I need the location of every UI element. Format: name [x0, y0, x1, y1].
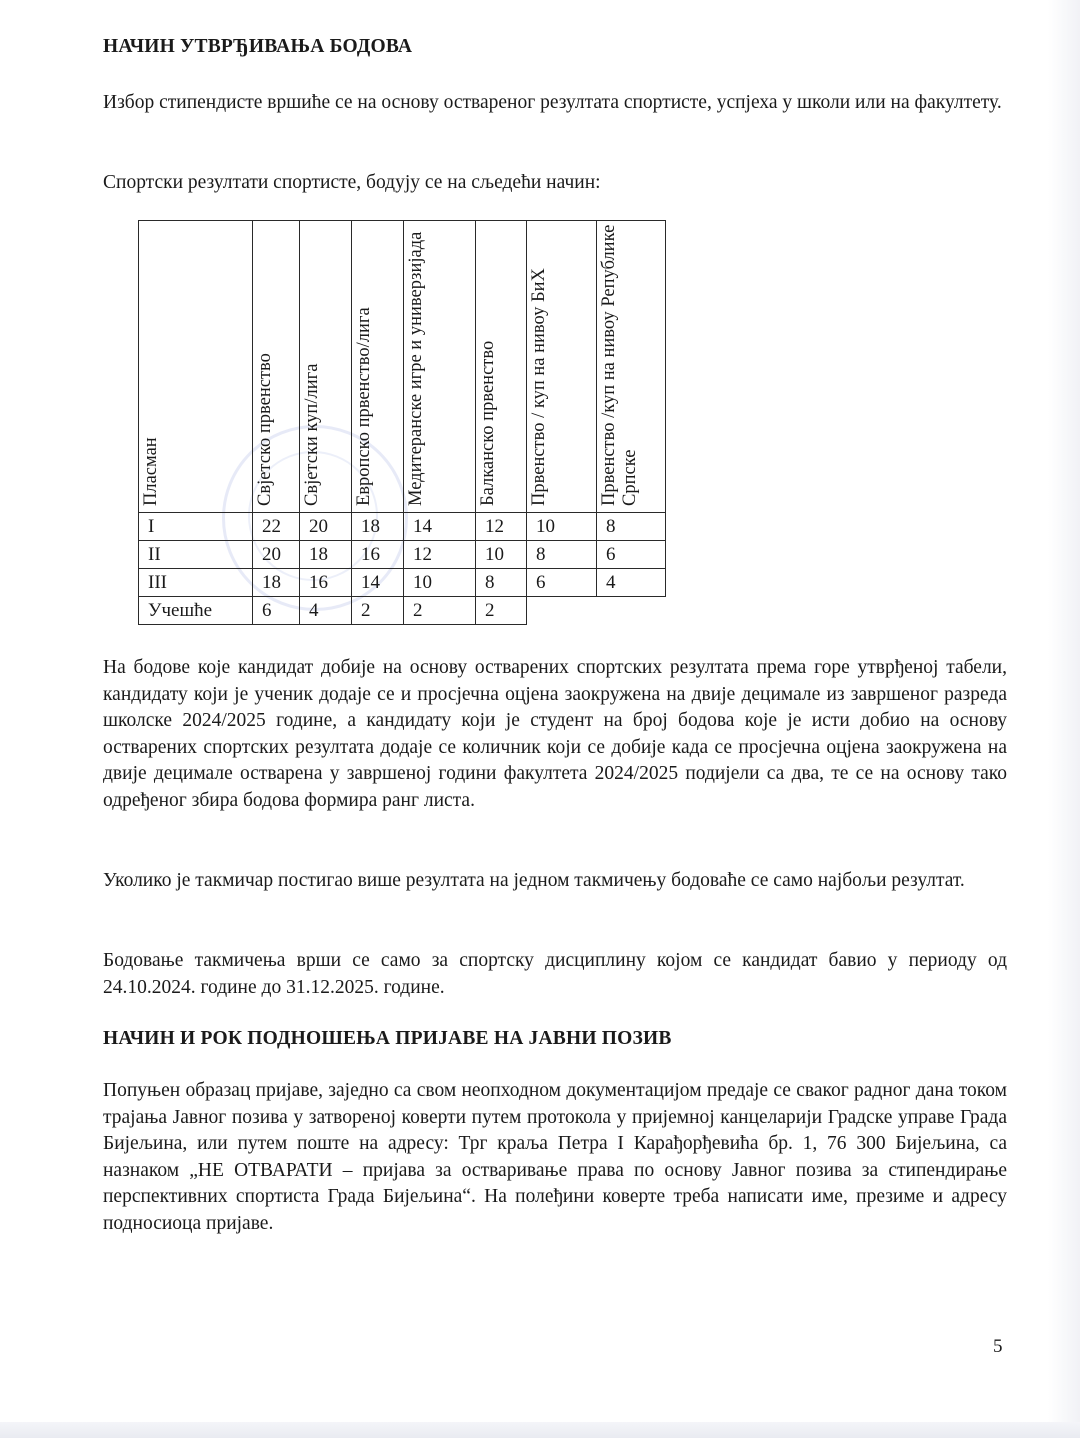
- table-cell: III: [139, 569, 253, 597]
- table-cell: 10: [476, 541, 527, 569]
- table-cell: 2: [352, 597, 404, 625]
- table-cell: 14: [352, 569, 404, 597]
- table-cell: II: [139, 541, 253, 569]
- table-row: [139, 541, 666, 569]
- paragraph-points: На бодове које кандидат добије на основу остварених спортских резултата према горе утврђеној табели, кандидату који је ученик додаје се и просјечна оцјена заокружена на двије децимале из завршеног разреда школске 2024/2025 године, а кандидату који је студент на број бодова које је исти добио на основу остварених спортских резултата додаје се количник који се добије када се просјечна оцјена заокружена на двије децимале остварена у завршеној години факултета 2024/2025 подијели са два, те се на основу тако одређеног збира бодова формира ранг листа.: [103, 657, 1007, 811]
- table-cell: 4: [300, 597, 352, 625]
- table-cell: 20: [300, 513, 352, 541]
- points-table: [138, 220, 666, 625]
- scan-bottom-band: [0, 1422, 1080, 1438]
- table-cell-empty: [527, 597, 597, 625]
- column-header: Првенство /куп на нивоу Републике Српске: [597, 221, 666, 513]
- table-cell: 4: [597, 569, 666, 597]
- table-intro: Спортски резултати спортисте, бодују се на сљедећи начин:: [103, 172, 601, 193]
- table-cell: 10: [527, 513, 597, 541]
- paragraph-submission: Попуњен образац пријаве, заједно са свом неопходном документацијом предаје се сваког радног дана током трајања Јавног позива у затвореној коверти путем протокола у пријемној канцеларији Градске управе Града Бијељина, или путем поште на адресу: Трг краља Петра I Карађорђевића бр. 1, 76 300 Бијељина, са назнаком „НЕ ОТВАРАТИ – пријава за остваривање права по основу Јавног позива за стипендирање перспективних спортиста Града Бијељина“. На полеђини коверте треба написати име, презиме и адресу подносиоца пријаве.: [103, 1080, 1007, 1234]
- table-cell: 6: [253, 597, 300, 625]
- column-header: Европско првенство/лига: [352, 221, 404, 513]
- table-cell: 10: [404, 569, 476, 597]
- table-cell: 20: [253, 541, 300, 569]
- paragraph-best-result: Уколико је такмичар постигао више резултата на једном такмичењу бодоваће се само најбољи резултат.: [103, 870, 965, 891]
- table-cell: 18: [300, 541, 352, 569]
- table-cell: 8: [527, 541, 597, 569]
- table-cell: I: [139, 513, 253, 541]
- table-cell: 16: [300, 569, 352, 597]
- table-cell: 18: [352, 513, 404, 541]
- table-cell: 14: [404, 513, 476, 541]
- table-header-row: [139, 221, 666, 513]
- table-cell: 18: [253, 569, 300, 597]
- page-number: 5: [993, 1336, 1003, 1357]
- column-header: Свјетско првенство: [253, 221, 300, 513]
- table-cell: 12: [476, 513, 527, 541]
- table-cell: 6: [597, 541, 666, 569]
- paragraph-period: Бодовање такмичења врши се само за спортску дисциплину којом се кандидат бавио у периоду од 24.10.2024. године до 31.12.2025. године.: [103, 950, 1007, 998]
- column-header: Пласман: [139, 221, 253, 513]
- table-cell: 12: [404, 541, 476, 569]
- column-header: Свјетски куп/лига: [300, 221, 352, 513]
- table-cell: 16: [352, 541, 404, 569]
- table-cell: 8: [476, 569, 527, 597]
- heading-scoring: НАЧИН УТВРЂИВАЊА БОДОВА: [103, 36, 413, 57]
- table-cell: 22: [253, 513, 300, 541]
- column-header: Првенство / куп на нивоу БиХ: [527, 221, 597, 513]
- table-cell: Учешће: [139, 597, 253, 625]
- table-cell: 2: [476, 597, 527, 625]
- intro-paragraph: Избор стипендисте вршиће се на основу оствареног резултата спортисте, успјеха у школи или на факултету.: [103, 92, 1002, 113]
- table-cell: 2: [404, 597, 476, 625]
- column-header: Балканско првенство: [476, 221, 527, 513]
- table-row: [139, 569, 666, 597]
- table-cell-empty: [597, 597, 666, 625]
- heading-submission: НАЧИН И РОК ПОДНОШЕЊА ПРИЈАВЕ НА ЈАВНИ ПОЗИВ: [103, 1028, 672, 1049]
- table-row: [139, 597, 666, 625]
- table-cell: 6: [527, 569, 597, 597]
- table-cell: 8: [597, 513, 666, 541]
- column-header: Медитеранске игре и универзијада: [404, 221, 476, 513]
- table-row: [139, 513, 666, 541]
- page-edge-shadow: [1048, 0, 1080, 1438]
